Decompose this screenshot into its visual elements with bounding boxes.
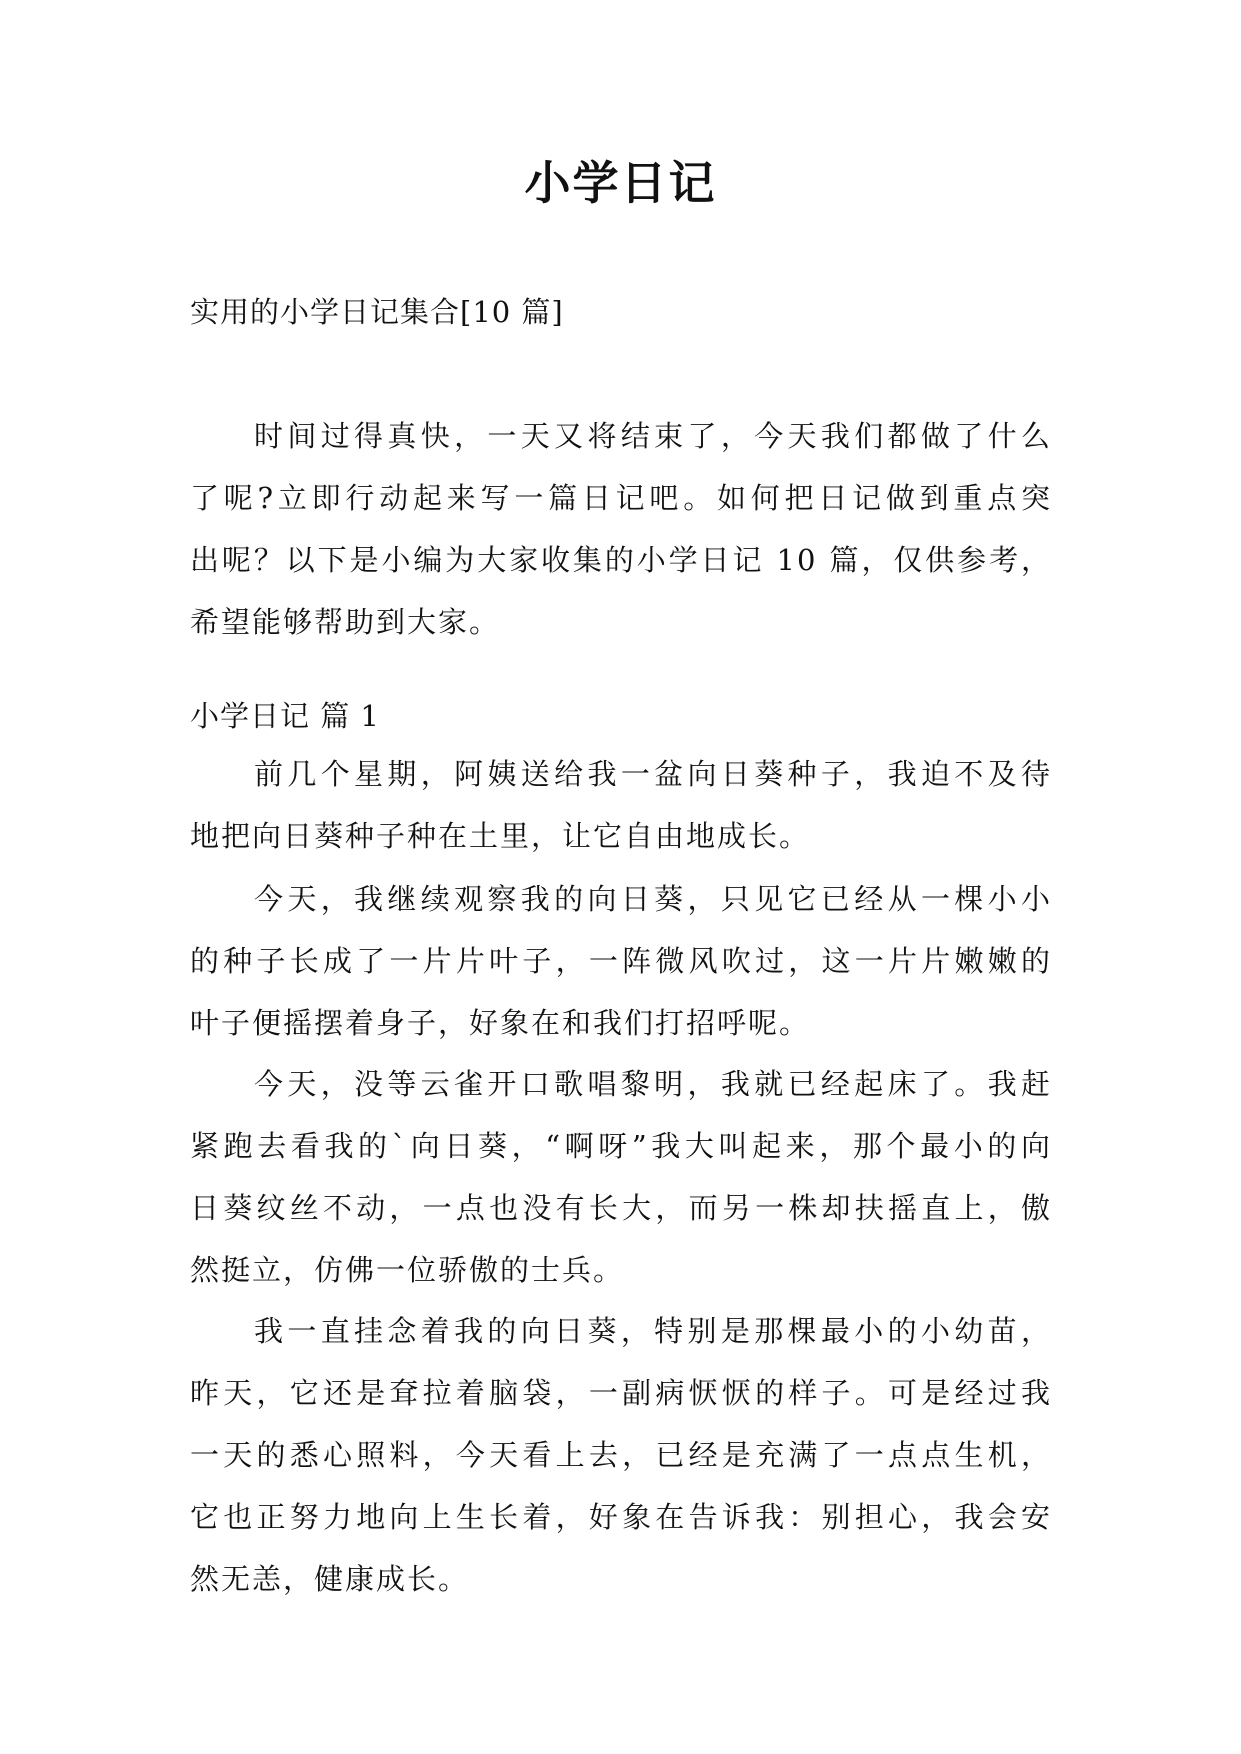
paragraph-line: 日葵纹丝不动，一点也没有长大，而另一株却扶摇直上，傲	[190, 1191, 1052, 1225]
intro-line: 时间过得真快，一天又将结束了，今天我们都做了什么	[254, 419, 1052, 453]
paragraph-line: 今天，我继续观察我的向日葵，只见它已经从一棵小小	[254, 882, 1052, 916]
paragraph-line: 地把向日葵种子种在土里，让它自由地成长。	[190, 819, 811, 853]
paragraph-line: 昨天，它还是耷拉着脑袋，一副病恹恹的样子。可是经过我	[190, 1376, 1052, 1410]
paragraph-line: 今天，没等云雀开口歌唱黎明，我就已经起床了。我赶	[254, 1067, 1052, 1101]
paragraph-2	[190, 868, 1052, 1054]
paragraph-line: 叶子便摇摆着身子，好象在和我们打招呼呢。	[190, 1006, 811, 1040]
paragraph-line: 它也正努力地向上生长着，好象在告诉我：别担心，我会安	[190, 1500, 1052, 1534]
paragraph-line: 的种子长成了一片片叶子，一阵微风吹过，这一片片嫩嫩的	[190, 944, 1052, 978]
paragraph-line: 一天的悉心照料，今天看上去，已经是充满了一点点生机，	[190, 1438, 1052, 1472]
document-title: 小学日记	[524, 156, 717, 210]
intro-line: 了呢?立即行动起来写一篇日记吧。如何把日记做到重点突	[190, 481, 1052, 515]
paragraph-line: 紧跑去看我的`向日葵，“啊呀”我大叫起来，那个最小的向	[190, 1129, 1052, 1163]
paragraph-line: 然挺立，仿佛一位骄傲的士兵。	[190, 1253, 625, 1287]
paragraph-line: 我一直挂念着我的向日葵，特别是那棵最小的小幼苗，	[254, 1314, 1052, 1348]
paragraph-line: 然无恙，健康成长。	[190, 1562, 470, 1596]
intro-line: 出呢？以下是小编为大家收集的小学日记 10 篇，仅供参考，	[190, 543, 1052, 577]
paragraph-4	[190, 1300, 1052, 1610]
intro-line: 希望能够帮助到大家。	[190, 605, 501, 639]
document-subtitle: 实用的小学日记集合[10 篇]	[190, 295, 564, 329]
paragraph-3	[190, 1053, 1052, 1301]
intro-paragraph	[190, 405, 1052, 653]
paragraph-1	[190, 743, 1052, 867]
section-heading: 小学日记 篇 1	[190, 699, 380, 733]
paragraph-line: 前几个星期，阿姨送给我一盆向日葵种子，我迫不及待	[254, 757, 1052, 791]
